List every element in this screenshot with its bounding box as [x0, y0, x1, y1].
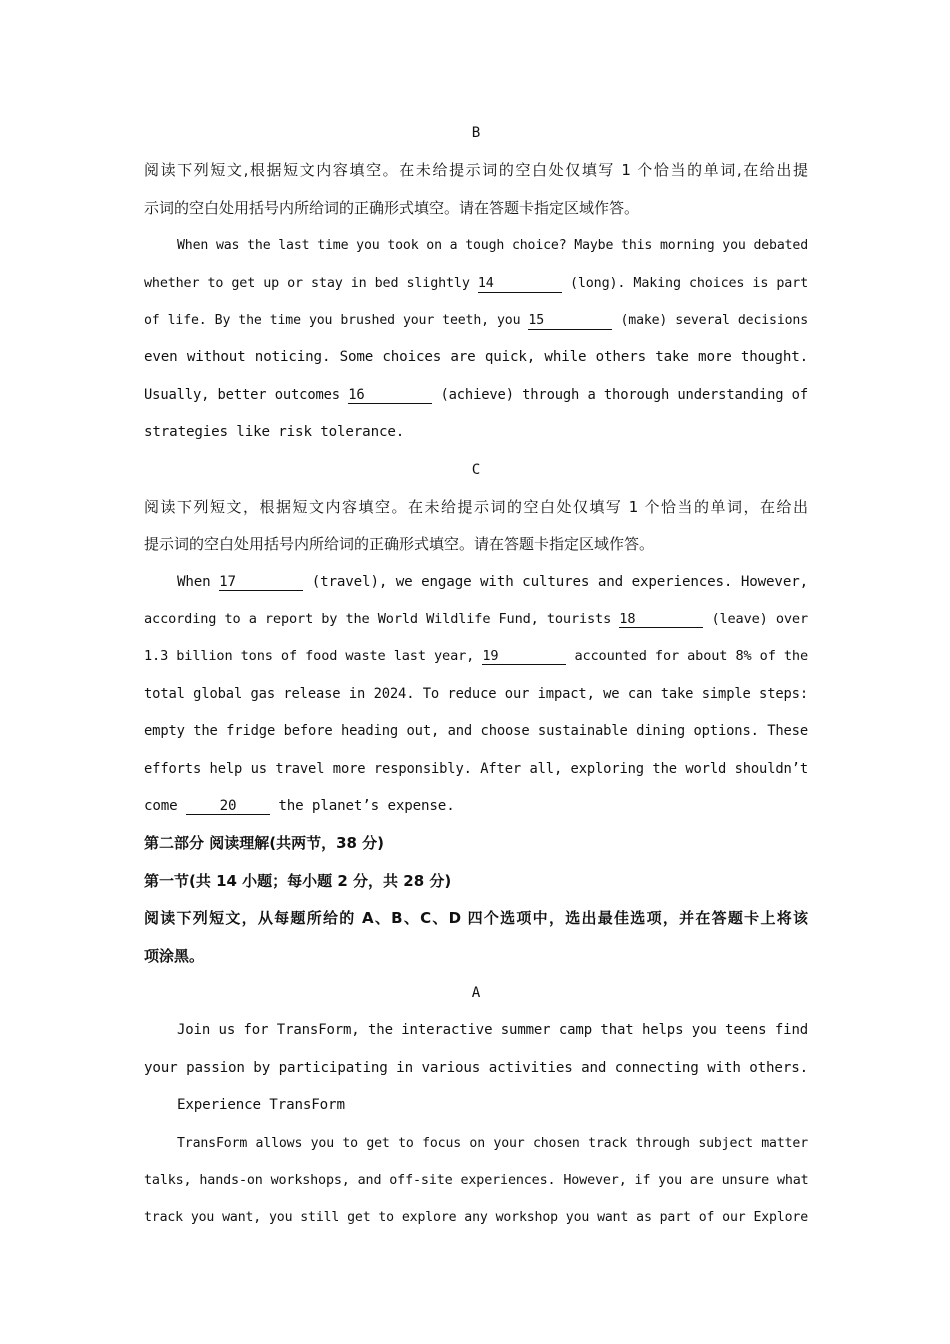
text-segment: come [144, 798, 186, 815]
section-b-instruction-line2: 示词的空白处用括号内所给词的正确形式填空。请在答题卡指定区域作答。 [144, 198, 640, 217]
text-segment: (leave) over [703, 611, 808, 628]
section-c-paragraph-line4: total global gas release in 2024. To reduce our impact, we can take simple steps: [144, 685, 808, 702]
blank-17: 17 [219, 574, 303, 591]
section-b-paragraph-line2 [144, 265, 808, 302]
part-two-instruction-line2: 项涂黑。 [144, 946, 205, 965]
text-segment: Usually, better outcomes [144, 386, 349, 403]
text-segment: (make) several decisions [612, 312, 808, 328]
section-c-instruction-line1: 阅读下列短文，根据短文内容填空。在未给提示词的空白处仅填写 1 个恰当的单词，在给出 [144, 497, 808, 516]
section-b-paragraph-line1: When was the last time you took on a tough choice? Maybe this morning you debated [177, 238, 808, 254]
section-c-paragraph-line6: efforts help us travel more responsibly. After all, exploring the world shouldn’t [144, 760, 808, 777]
section-b-paragraph-line5 [144, 377, 808, 414]
section-b-paragraph-line4: even without noticing. Some choices are quick, while others take more thought. [144, 349, 808, 366]
blank-19: 19 [482, 648, 566, 665]
blank-16: 16 [348, 387, 432, 404]
text-segment: (long). Making choices is part [561, 275, 808, 291]
text-segment: of life. By the time you brushed your teeth, you [144, 312, 529, 328]
section-b-instruction-line1: 阅读下列短文,根据短文内容填空。在未给提示词的空白处仅填写 1 个恰当的单词,在给出提 [144, 161, 808, 180]
section-c-paragraph-line1 [144, 564, 808, 601]
passage-a-subheading: Experience TransForm [177, 1097, 345, 1114]
document-page [144, 115, 808, 1237]
text-segment: 1.3 billion tons of food waste last year, [144, 648, 483, 665]
text-segment: whether to get up or stay in bed slightly [144, 275, 478, 291]
section-b-paragraph-line6: strategies like risk tolerance. [144, 424, 405, 441]
passage-a-p1-line1: Join us for TransForm, the interactive summer camp that helps you teens find [177, 1022, 808, 1039]
text-segment: the planet’s expense. [269, 798, 455, 815]
blank-15: 15 [528, 313, 612, 330]
section-c-instruction-line2: 提示词的空白处用括号内所给词的正确形式填空。请在答题卡指定区域作答。 [144, 535, 655, 554]
text-segment: according to a report by the World Wildlife Fund, tourists [144, 611, 620, 628]
section-c-paragraph-line3 [144, 638, 808, 675]
text-segment: (travel), we engage with cultures and experiences. However, [303, 573, 808, 590]
section-c-paragraph-line5: empty the fridge before heading out, and choose sustainable dining options. These [144, 723, 808, 740]
passage-a-p2-line2: talks, hands-on workshops, and off-site experiences. However, if you are unsure what [144, 1172, 809, 1188]
passage-a-p1-line2: your passion by participating in various activities and connecting with others. [144, 1059, 808, 1076]
part-two-title: 第二部分 阅读理解(共两节，38 分) [144, 834, 385, 853]
blank-18: 18 [619, 611, 703, 628]
section-b-heading: B [471, 125, 481, 141]
passage-a-heading: A [471, 984, 481, 1001]
blank-20: 20 [186, 798, 270, 815]
section-c-paragraph-line2 [144, 601, 808, 638]
part-two-section-one: 第一节(共 14 小题；每小题 2 分，共 28 分) [144, 871, 452, 890]
section-b-paragraph-line3 [144, 302, 808, 339]
section-c-heading: C [471, 461, 481, 478]
passage-a-p2-line1: TransForm allows you to get to focus on your chosen track through subject matter [177, 1135, 808, 1151]
part-two-instruction-line1: 阅读下列短文，从每题所给的 A、B、C、D 四个选项中，选出最佳选项，并在答题卡上将该 [144, 909, 808, 928]
text-segment: accounted for about 8% of the [566, 648, 808, 665]
passage-a-p2-line3: track you want, you still get to explore any workshop you want as part of our Explore [144, 1210, 808, 1226]
text-segment: When [177, 573, 220, 590]
blank-14: 14 [478, 276, 562, 293]
text-segment: (achieve) through a thorough understanding of [432, 386, 808, 403]
section-c-paragraph-line7 [144, 788, 808, 825]
